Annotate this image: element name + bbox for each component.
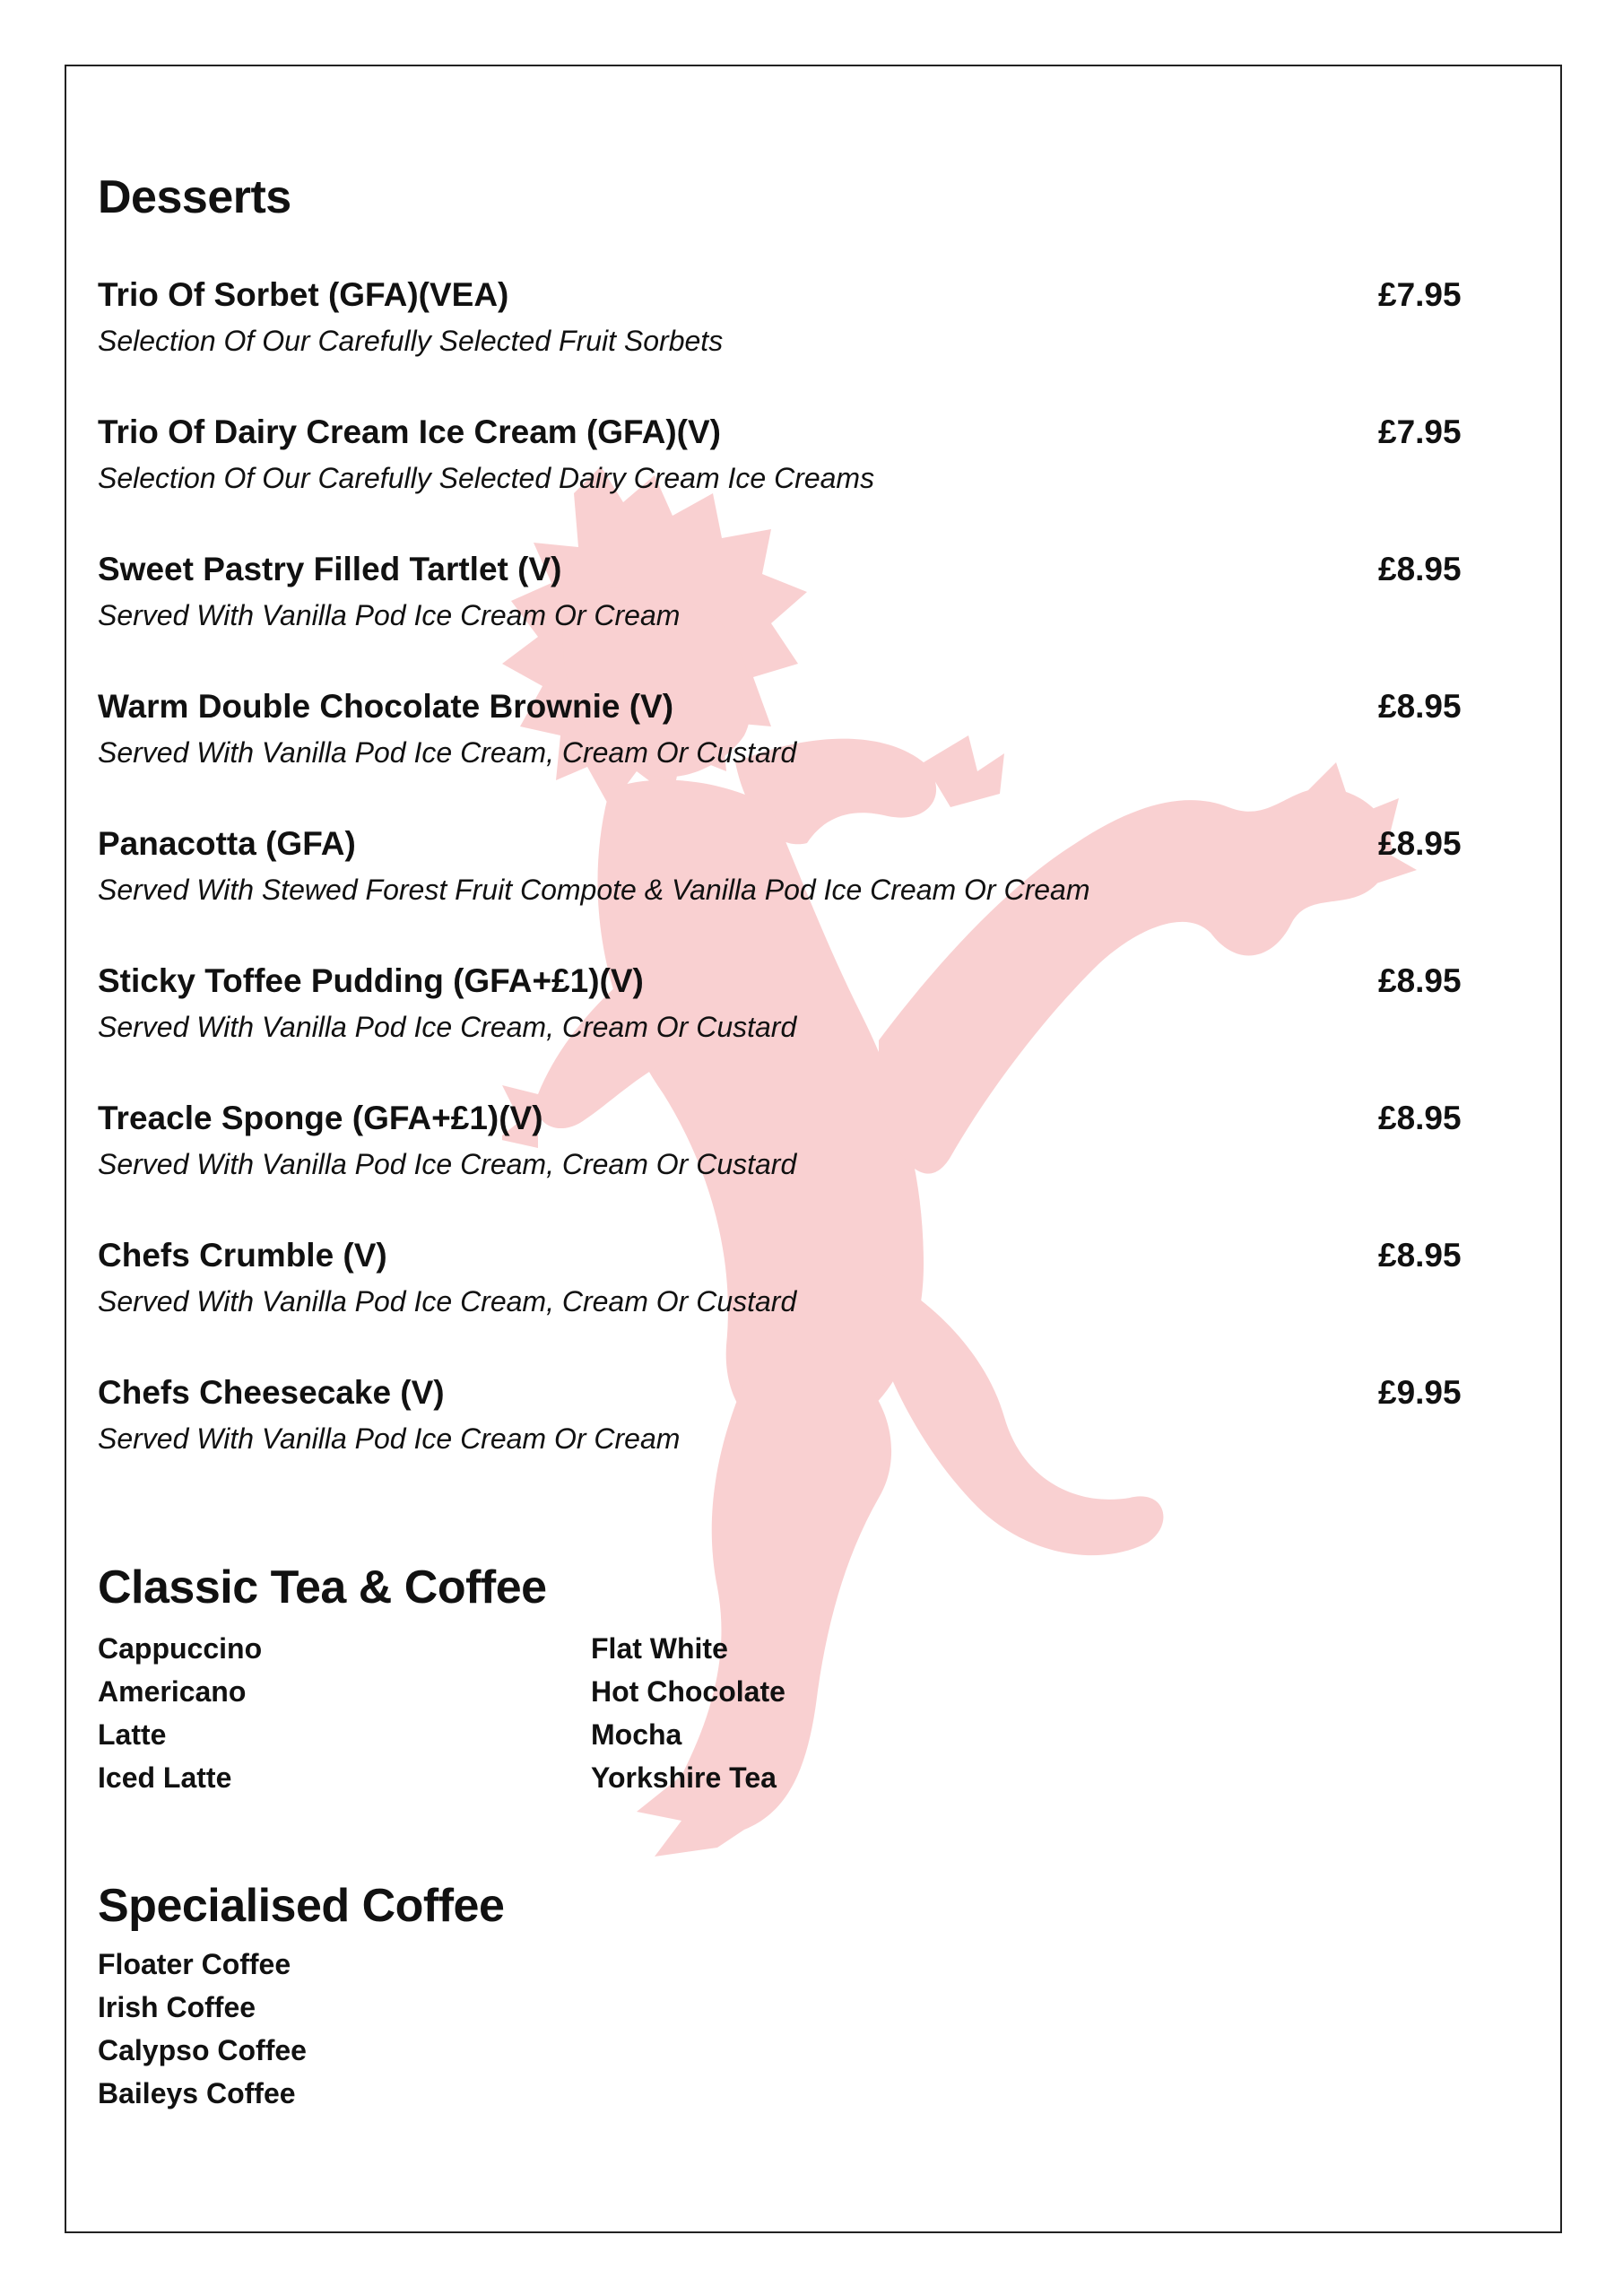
- dessert-price: £8.95: [1378, 1100, 1462, 1136]
- dessert-name: Panacotta (GFA): [98, 825, 356, 862]
- dessert-price: £8.95: [1378, 688, 1462, 725]
- desserts-title: Desserts: [98, 171, 291, 223]
- dessert-price: £8.95: [1378, 962, 1462, 999]
- dessert-description: Selection Of Our Carefully Selected Dairy Cream Ice Creams: [98, 462, 875, 494]
- drink-item: Hot Chocolate: [591, 1675, 785, 1708]
- drink-item: Flat White: [591, 1632, 728, 1665]
- dessert-name: Trio Of Sorbet (GFA)(VEA): [98, 276, 509, 313]
- dessert-description: Served With Vanilla Pod Ice Cream, Cream Or Custard: [98, 1011, 797, 1043]
- drink-item: Iced Latte: [98, 1761, 232, 1794]
- specialised-coffee-title: Specialised Coffee: [98, 1880, 505, 1932]
- dessert-name: Treacle Sponge (GFA+£1)(V): [98, 1100, 543, 1136]
- dessert-name: Sweet Pastry Filled Tartlet (V): [98, 551, 562, 587]
- drink-item: Cappuccino: [98, 1632, 263, 1665]
- dessert-price: £8.95: [1378, 551, 1462, 587]
- dessert-description: Served With Vanilla Pod Ice Cream Or Cream: [98, 599, 681, 631]
- drink-item: Yorkshire Tea: [591, 1761, 777, 1794]
- dessert-price: £8.95: [1378, 825, 1462, 862]
- dessert-description: Served With Vanilla Pod Ice Cream, Cream Or Custard: [98, 736, 797, 769]
- drink-item: Floater Coffee: [98, 1948, 291, 1980]
- dessert-description: Served With Vanilla Pod Ice Cream Or Cream: [98, 1422, 681, 1455]
- dessert-price: £7.95: [1378, 413, 1462, 450]
- dessert-price: £9.95: [1378, 1374, 1462, 1411]
- drink-item: Latte: [98, 1718, 167, 1751]
- dessert-description: Served With Vanilla Pod Ice Cream, Cream Or Custard: [98, 1285, 797, 1318]
- drink-item: Americano: [98, 1675, 247, 1708]
- drink-item: Irish Coffee: [98, 1991, 256, 2023]
- dessert-name: Warm Double Chocolate Brownie (V): [98, 688, 674, 725]
- dessert-description: Selection Of Our Carefully Selected Fruit Sorbets: [98, 325, 724, 357]
- dessert-price: £7.95: [1378, 276, 1462, 313]
- classic-tea-coffee-title: Classic Tea & Coffee: [98, 1561, 547, 1613]
- drink-item: Calypso Coffee: [98, 2034, 307, 2066]
- dessert-price: £8.95: [1378, 1237, 1462, 1274]
- dessert-description: Served With Vanilla Pod Ice Cream, Cream Or Custard: [98, 1148, 797, 1180]
- dessert-name: Trio Of Dairy Cream Ice Cream (GFA)(V): [98, 413, 721, 450]
- dessert-name: Chefs Cheesecake (V): [98, 1374, 445, 1411]
- dessert-name: Sticky Toffee Pudding (GFA+£1)(V): [98, 962, 644, 999]
- drink-item: Mocha: [591, 1718, 682, 1751]
- dessert-name: Chefs Crumble (V): [98, 1237, 387, 1274]
- dessert-description: Served With Stewed Forest Fruit Compote & Vanilla Pod Ice Cream Or Cream: [98, 874, 1090, 906]
- drink-item: Baileys Coffee: [98, 2077, 296, 2109]
